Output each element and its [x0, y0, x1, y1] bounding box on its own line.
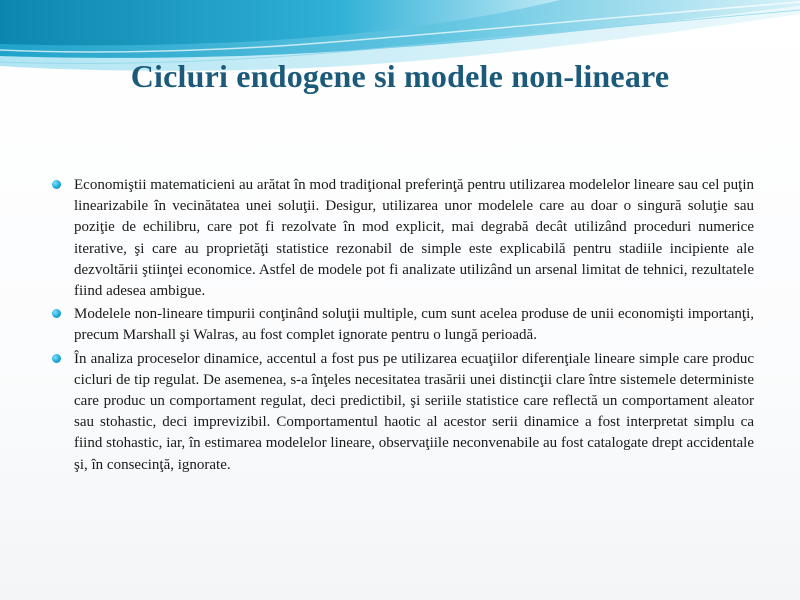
bullet-item [46, 175, 754, 302]
bullet-text: În analiza proceselor dinamice, accentul a fost pus pe utilizarea ecuaţiilor diferenţiale lineare simple care produc cicluri de tip regulat. De asemenea, s-a înţeles necesitatea trasării unei distincţii clare între sistemele deterministe care produc un comportament regulat, deci predictibil, şi seriile statistice care reflectă un comportament aleator sau stohastic, deci imprevizibil. Comportamentul haotic al acestor serii dinamice a fost interpretat simplu ca fiind stohastic, iar, în estimarea modelelor lineare, observaţiile neconvenabile au fost catalogate drept accidentale şi, în consecinţă, ignorate. [74, 350, 754, 473]
bullet-dot-icon [52, 354, 61, 363]
slide-title: Cicluri endogene si modele non-lineare [130, 58, 670, 94]
bullet-dot-icon [52, 309, 61, 318]
bullet-dot-icon [52, 180, 61, 189]
bullet-item [46, 304, 754, 346]
bullet-text: Modelele non-lineare timpurii conţinând soluţii multiple, cum sunt acelea produse de unii economişti importanţi, precum Marshall şi Walras, au fost complet ignorate pentru o lungă perioadă. [74, 306, 754, 344]
bullet-list [46, 175, 754, 478]
bullet-text: Economiştii matematicieni au arătat în mod tradiţional preferinţă pentru utilizarea modelelor lineare sau cel puţin linearizabile în vecinătatea unei soluţii. Desigur, utilizarea unor modelele care au doar o singură soluţie sau poziţie de echilibru, care pot fi rezolvate în mod explicit, mai degrabă decât utilizând proceduri numerice iterative, şi care au proprietăţi statistice rezonabil de simple este explicabilă pentru stadiile incipiente ale dezvoltării ştiinţei economice. Astfel de modele pot fi analizate utilizând un arsenal limitat de tehnici, rezultatele fiind adesea ambigue. [74, 177, 754, 300]
bullet-item [46, 349, 754, 476]
